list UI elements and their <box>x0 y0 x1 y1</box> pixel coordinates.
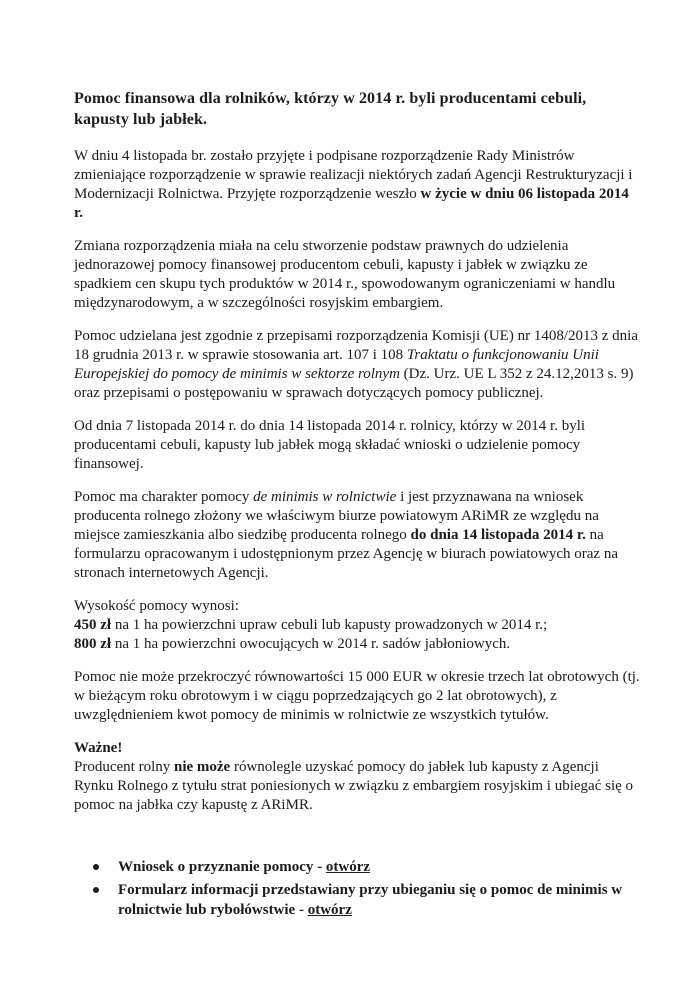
open-form-link[interactable]: otwórz <box>307 902 352 918</box>
text-segment: 800 zł <box>74 636 112 652</box>
text-segment: w życie w dniu 06 listopada 2014 r. <box>74 186 629 221</box>
text-segment: Pomoc ma charakter pomocy <box>74 489 254 505</box>
text-segment: Wysokość pomocy wynosi: <box>74 598 239 614</box>
text-segment: na 1 ha powierzchni owocujących w 2014 r. sadów jabłoniowych. <box>111 636 511 652</box>
text-segment: na 1 ha powierzchni upraw cebuli lub kapusty prowadzonych w 2014 r.; <box>111 617 548 633</box>
bullet-icon <box>93 887 99 893</box>
text-segment: (Dz. Urz. UE L 352 z 24.12,2013 s. 9) oraz przepisami o postępowaniu w sprawach dotyczących pomocy publicznej. <box>74 366 634 401</box>
text-segment: 450 zł <box>74 617 112 633</box>
paragraph-application-period <box>74 417 640 474</box>
text-segment: Pomoc udzielana jest zgodnie z przepisami rozporządzenia Komisji (UE) nr 1408/2013 z dnia 18 grudnia 2013 r. w sprawie stosowania art. 107 i 108 <box>74 328 638 363</box>
text-segment: Ważne! <box>74 740 123 756</box>
paragraph-limit <box>74 668 640 725</box>
text-segment: nie może <box>173 759 231 775</box>
text-segment: Zmiana rozporządzenia miała na celu stworzenie podstaw prawnych do udzielenia jednorazowej pomocy finansowej producentom cebuli, kapusty i jabłek w związku ze spadkiem cen skupu tych produktów w 2014 r., spowodowanym ograniczeniami w handlu międzynarodowym, a w szczególności rosyjskim embargiem. <box>74 238 616 311</box>
text-segment: Traktatu o funkcjonowaniu Unii Europejskiej do pomocy de minimis w sektorze rolnym <box>74 347 599 382</box>
attachments-list <box>91 857 640 920</box>
paragraph-adoption <box>74 147 640 223</box>
text-segment: de minimis w rolnictwie <box>253 489 397 505</box>
text-segment: na formularzu opracowanym i udostępnionym przez Agencję w biurach powiatowych oraz na stronach internetowych Agencji. <box>74 527 618 581</box>
paragraph-purpose <box>74 237 640 313</box>
text-segment: i jest przyznawana na wniosek producenta rolnego złożony we właściwym biurze powiatowym ARiMR ze względu na miejsce zamieszkania albo siedzibę producenta rolnego <box>74 489 599 543</box>
paragraph-de-minimis <box>74 488 640 583</box>
page-title: Pomoc finansowa dla rolników, którzy w 2014 r. byli producentami cebuli, kapusty lub jabłek. <box>74 90 587 128</box>
bullet-icon <box>93 864 99 870</box>
text-segment: Od dnia 7 listopada 2014 r. do dnia 14 listopada 2014 r. rolnicy, którzy w 2014 r. byli producentami cebuli, kapusty lub jabłek mogą składać wnioski o udzielenie pomocy finansowej. <box>74 418 586 472</box>
text-segment: równolegle uzyskać pomocy do jabłek lub kapusty z Agencji Rynku Rolnego z tytułu strat poniesionych w związku z embargiem rosyjskim i ubiegać się o pomoc na jabłka czy kapustę z ARiMR. <box>74 759 634 813</box>
document-body <box>74 147 640 815</box>
open-application-link[interactable]: otwórz <box>325 859 371 875</box>
text-segment: Formularz informacji przedstawiany przy ubieganiu się o pomoc de minimis w rolnictwie lub rybołówstwie - <box>118 882 623 918</box>
bullet-de-minimis-form <box>91 880 640 920</box>
text-segment: do dnia 14 listopada 2014 r. <box>410 527 586 543</box>
text-segment: Producent rolny <box>74 759 174 775</box>
bullet-application-form <box>91 857 640 877</box>
paragraph-aid-rates <box>74 597 640 654</box>
text-segment: Pomoc nie może przekroczyć równowartości 15 000 EUR w okresie trzech lat obrotowych (tj. w bieżącym roku obrotowym i w ciągu poprzedzających go 2 lat obrotowych), z uwzględnieniem kwot pomocy de minimis w rolnictwie ze wszystkich tytułów. <box>74 669 640 723</box>
text-segment: W dniu 4 listopada br. zostało przyjęte i podpisane rozporządzenie Rady Ministrów zmieniające rozporządzenie w sprawie realizacji niektórych zadań Agencji Restrukturyzacji i Modernizacji Rolnictwa. Przyjęte rozporządzenie weszło <box>74 148 633 202</box>
paragraph-legal-basis <box>74 327 640 403</box>
text-segment: Wniosek o przyznanie pomocy - <box>118 859 326 875</box>
paragraph-important <box>74 739 640 815</box>
document-content <box>74 88 640 923</box>
